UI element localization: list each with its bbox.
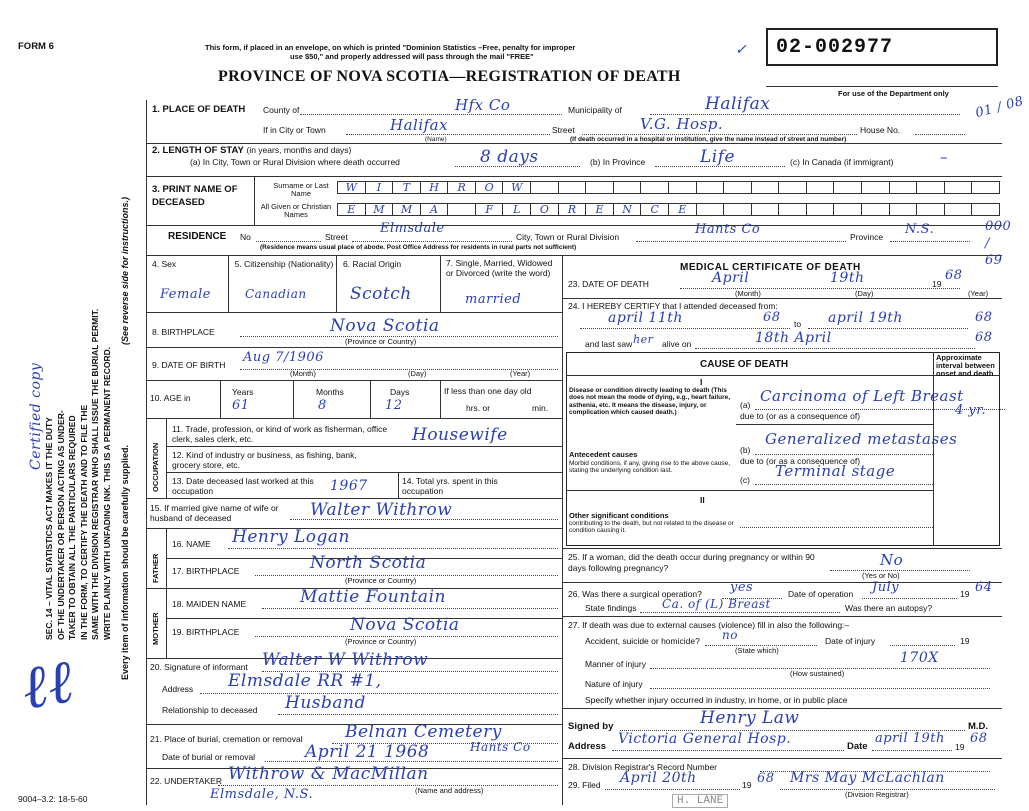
attended-from-date: april 11th: [608, 310, 683, 326]
occupation-side-label: OCCUPATION: [151, 442, 160, 492]
alive-on-label: alive on: [662, 339, 692, 349]
q29-label: 29. Filed: [568, 780, 601, 790]
accident-value: no: [722, 628, 738, 642]
lane-stamp: H. LANE: [672, 794, 728, 808]
attended-to-date: april 19th: [828, 310, 903, 326]
stay-a-value: 8 days: [480, 147, 539, 167]
hrs-label: hrs. or: [466, 403, 491, 413]
q26-label: 26. Was there a surgical operation?: [568, 589, 702, 599]
sex-label: 4. Sex: [152, 259, 177, 269]
death-day: 19th: [830, 270, 865, 286]
dob-label: 9. DATE OF BIRTH: [152, 360, 226, 370]
page-title: PROVINCE OF NOVA SCOTIA—REGISTRATION OF DEATH: [218, 68, 681, 85]
racial-origin-label: 6. Racial Origin: [343, 259, 402, 269]
q28-label: 28. Division Registrar's Record Number: [568, 762, 718, 772]
signer-address: Victoria General Hosp.: [618, 731, 792, 747]
sex-value: Female: [160, 287, 211, 302]
stay-c-value: –: [940, 148, 948, 166]
burial-date-label: Date of burial or removal: [162, 752, 256, 762]
due-to-b: due to (or as a consequence of): [740, 456, 861, 466]
check-mark-icon: ✓: [735, 42, 748, 58]
name-caption: (Name): [425, 136, 447, 143]
surname-cells: W I T H R O W: [337, 181, 1000, 194]
operation-date: July: [872, 580, 900, 595]
signed-by-value: Henry Law: [700, 708, 800, 728]
dob-day-caption: (Day): [408, 369, 427, 378]
q13-label: 13. Date deceased last worked at this occupation: [172, 476, 314, 496]
age-years-label: Years: [232, 387, 254, 397]
cause-b-value: Generalized metastases: [765, 430, 958, 448]
stay-c-label: (c) In Canada (if immigrant): [790, 157, 894, 167]
other-conditions-label: Other significant conditions: [569, 511, 669, 520]
undertaker-address: Elmsdale, N.S.: [210, 787, 314, 802]
stay-a-label: (a) In City, Town or Rural Division where death occurred: [190, 157, 400, 167]
residence-street-value: Elmsdale: [380, 221, 445, 236]
given-names-label: All Given or Christian Names: [260, 202, 332, 219]
roman-two: II: [700, 495, 705, 505]
attended-to-year: 68: [975, 310, 993, 325]
q27-label: 27. If death was due to external causes (violence) fill in also the following:–: [568, 620, 850, 630]
residence-province-value: N.S.: [905, 222, 935, 237]
q14-label: 14. Total yrs. spent in this occupation: [402, 476, 498, 496]
age-years-value: 61: [232, 398, 250, 413]
relationship-value: Husband: [285, 693, 366, 713]
signed-date: april 19th: [875, 731, 945, 746]
last-saw-sex: her: [633, 333, 654, 346]
residence-street-label: Street: [325, 232, 348, 242]
death-month: April: [712, 270, 750, 286]
see-reverse-notice: (See reverse side for instructions.): [120, 196, 130, 345]
q21-label: 21. Place of burial, cremation or removal: [150, 734, 303, 744]
registration-number: 02-002977: [776, 36, 894, 59]
province-country-caption: (Province or Country): [345, 337, 417, 346]
q25-label: 25. If a woman, did the death occur during pregnancy or within 90 days following pregnancy?: [568, 552, 815, 573]
stay-b-value: Life: [700, 147, 736, 167]
age-months-label: Months: [316, 387, 344, 397]
death-year-caption: (Year): [968, 289, 989, 298]
cause-a-value: Carcinoma of Left Breast: [760, 387, 964, 405]
manner-note: 170X: [900, 650, 939, 666]
yes-no-caption: (Yes or No): [862, 571, 900, 580]
citizenship-value: Canadian: [245, 287, 307, 301]
cause-a-label: (a): [740, 400, 751, 410]
birthplace-value: Nova Scotia: [330, 316, 440, 336]
manner-label: Manner of injury: [585, 659, 646, 669]
form-number: FORM 6: [18, 41, 54, 52]
less-than-day-label: If less than one day old: [444, 386, 532, 396]
injury-date-label: Date of injury: [825, 636, 876, 646]
filed-year-prefix: 19: [742, 780, 752, 790]
residence-no-label: No: [240, 232, 251, 242]
registrar-signature: Mrs May McLachlan: [790, 770, 945, 786]
length-of-stay-label: 2. LENGTH OF STAY (in years, months and days): [152, 145, 352, 156]
findings-label: State findings: [585, 603, 637, 613]
q17-label: 17. BIRTHPLACE: [172, 566, 240, 576]
father-side-label: FATHER: [151, 553, 160, 583]
attended-to-label: to: [794, 319, 802, 329]
dob-month-caption: (Month): [290, 369, 316, 378]
nature-label: Nature of injury: [585, 679, 643, 689]
signer-address-label: Address: [568, 741, 607, 752]
residence-label: RESIDENCE: [168, 231, 227, 242]
q13-value: 1967: [330, 478, 368, 494]
death-year-prefix: 19: [932, 279, 942, 289]
q16-label: 16. NAME: [172, 539, 211, 549]
state-which-caption: (State which): [735, 646, 779, 655]
filed-date: April 20th: [620, 770, 697, 786]
margin-initials: ℓℓ: [16, 646, 79, 724]
cause-c-value: Terminal stage: [775, 462, 896, 480]
municipality-label: Municipality of: [568, 105, 622, 115]
last-saw-label: and last saw: [585, 339, 633, 349]
death-year: 68: [945, 268, 963, 283]
residence-city-label: City, Town or Rural Division: [516, 232, 620, 242]
q23-label: 23. DATE OF DEATH: [568, 279, 649, 289]
cause-of-death-title: CAUSE OF DEATH: [700, 359, 789, 370]
signed-year: 68: [970, 731, 988, 746]
cause-b-label: (b): [740, 445, 751, 455]
min-label: min.: [532, 403, 549, 413]
birthplace-label: 8. BIRTHPLACE: [152, 327, 215, 337]
last-saw-year: 68: [975, 330, 993, 345]
marital-status-label: 7. Single, Married, Widowed or Divorced (write the word): [446, 258, 553, 278]
municipality-value: Halifax: [705, 94, 771, 114]
how-sustained-caption: (How sustained): [790, 669, 845, 678]
q11-value: Housewife: [412, 425, 508, 445]
burial-place: Belnan Cemetery: [345, 722, 502, 742]
print-name-label: 3. PRINT NAME OF DECEASED: [152, 184, 238, 208]
sec14-notice: SEC. 14 – VITAL STATISTICS ACT MAKES IT THE DUTY OF THE UNDERTAKER OR PERSON ACTING AS UNDER- TAKER TO OBTAIN ALL THE PARTICULARS REQUIRED IN THE FORM, TO CERTIFY THE DEATH AND TO FILE THE SAME WITH THE DIVISION REGISTRAR WHO SHALL ISSUE THE BURIAL PERMIT. WRITE PLAINLY WITH UNFADING INK. THIS IS A PERMANENT RECORD.: [44, 308, 112, 640]
informant-address-label: Address: [162, 684, 194, 694]
antecedent-sub: Morbid conditions, if any, giving rise to the above cause, stating the underlying condition last.: [569, 460, 731, 475]
accident-label: Accident, suicide or homicide?: [585, 636, 700, 646]
q12-label: 12. Kind of industry or business, as fishing, bank, grocery store, etc.: [172, 450, 357, 470]
q19-value: Nova Scotia: [350, 615, 460, 635]
county-label: County of: [263, 105, 300, 115]
burial-date: April 21 1968: [305, 742, 430, 762]
age-months-value: 8: [318, 398, 327, 413]
undertaker-name: Withrow & MacMillan: [228, 764, 429, 784]
citizenship-label: 5. Citizenship (Nationality): [234, 259, 334, 269]
q15-value: Walter Withrow: [310, 500, 453, 520]
findings-value: Ca. of (L) Breast: [662, 597, 771, 611]
death-day-caption: (Day): [855, 289, 874, 298]
q25-value: No: [880, 551, 904, 569]
residence-province-label: Province: [850, 232, 884, 242]
dob-value: Aug 7/1906: [243, 350, 324, 365]
residence-note: (Residence means usual place of abode. Post Office Address for residents in rural parts not sufficient): [260, 244, 577, 251]
given-names-cells: E M M A F L O R E N C E: [337, 203, 1000, 216]
attended-from-year: 68: [763, 310, 781, 325]
q16-value: Henry Logan: [232, 527, 350, 547]
hospital-note: (If death occurred in a hospital or institution, give the name instead of street and number): [570, 136, 847, 143]
division-registrar-caption: (Division Registrar): [845, 790, 909, 799]
mail-notice-line2: use $50," and properly addressed will pass through the mail "FREE": [290, 52, 534, 61]
city-value: Halifax: [390, 116, 449, 134]
death-month-caption: (Month): [735, 289, 761, 298]
q26-value: yes: [730, 580, 754, 595]
stay-b-label: (b) In Province: [590, 157, 646, 167]
filed-year: 68: [757, 771, 775, 786]
injury-year-prefix: 19: [960, 636, 970, 646]
operation-year: 64: [975, 580, 993, 595]
other-conditions-sub: contributing to the death, but not related to the disease or condition causing it.: [569, 520, 734, 535]
signed-by-label: Signed by: [568, 721, 614, 732]
mail-notice-line1: This form, if placed in an envelope, on which is printed "Dominion Statistics –Free, penalty for improper: [205, 43, 576, 52]
residence-city-value: Hants Co: [695, 222, 761, 237]
undertaker-caption: (Name and address): [415, 786, 484, 795]
county-value: Hfx Co: [455, 96, 511, 114]
q22-label: 22. UNDERTAKER: [150, 776, 222, 786]
signed-year-prefix: 19: [955, 742, 965, 752]
last-saw-date: 18th April: [755, 330, 832, 346]
margin-note: Certified copy: [28, 362, 44, 470]
dept-use-label: For use of the Department only: [838, 89, 949, 98]
specify-label: Specify whether injury occurred in industry, in home, or in public place: [585, 695, 848, 705]
street-value: V.G. Hosp.: [640, 115, 724, 133]
city-label: If in City or Town: [263, 125, 326, 135]
disease-condition-label: Disease or condition directly leading to death (This does not mean the mode of dying, e.g., heart failure, asthenia, etc. It means the disease, injury, or complication which caused death.): [569, 387, 731, 416]
cause-c-label: (c): [740, 475, 750, 485]
q17-caption: (Province or Country): [345, 576, 417, 585]
operation-year-prefix: 19: [960, 589, 970, 599]
q18-value: Mattie Fountain: [300, 587, 446, 607]
racial-origin-value: Scotch: [350, 284, 412, 304]
house-no-label: House No.: [860, 125, 901, 135]
informant-signature: Walter W Withrow: [262, 650, 429, 670]
place-of-death-label: 1. PLACE OF DEATH: [152, 104, 246, 115]
md-label: M.D.: [968, 721, 989, 732]
q17-value: North Scotia: [310, 553, 427, 573]
q11-label: 11. Trade, profession, or kind of work as fisherman, office clerk, sales clerk, etc.: [172, 424, 388, 444]
q19-caption: (Province or Country): [345, 637, 417, 646]
residence-codes: 000 / 69: [985, 219, 1012, 268]
roman-one: I: [700, 377, 703, 387]
informant-address: Elmsdale RR #1,: [228, 671, 382, 691]
age-days-label: Days: [390, 387, 410, 397]
q15-label: 15. If married give name of wife or husband of deceased: [150, 503, 279, 523]
q19-label: 19. BIRTHPLACE: [172, 627, 240, 637]
q20-label: 20. Signature of informant: [150, 662, 248, 672]
relationship-label: Relationship to deceased: [162, 705, 258, 715]
due-to-a: due to (or as a consequence of): [740, 411, 861, 421]
street-label: Street: [552, 125, 575, 135]
age-label: 10. AGE in: [150, 393, 191, 403]
mother-side-label: MOTHER: [151, 612, 160, 645]
surname-label: Surname or Last Name: [273, 181, 329, 198]
dept-codes: 01 / 08: [973, 93, 1026, 122]
registration-number-box: [766, 28, 998, 66]
marital-status-value: married: [465, 292, 522, 307]
burial-place-county: Hants Co: [470, 740, 531, 754]
signed-date-label: Date: [847, 741, 868, 752]
dob-year-caption: (Year): [510, 369, 531, 378]
age-days-value: 12: [385, 398, 403, 413]
q24-label: 24. I HEREBY CERTIFY that I attended deceased from:: [568, 301, 778, 311]
footer-code: 9004–3.2: 18-5-60: [18, 794, 88, 804]
medical-certificate-title: MEDICAL CERTIFICATE OF DEATH: [680, 262, 861, 273]
every-item-notice: Every item of information should be carefully supplied.: [120, 444, 130, 680]
operation-date-label: Date of operation: [788, 589, 854, 599]
interval-header: Approximate interval between onset and death: [936, 353, 995, 378]
q18-label: 18. MAIDEN NAME: [172, 599, 247, 609]
interval-a-value: 4 yr.: [955, 403, 987, 418]
autopsy-label: Was there an autopsy?: [845, 603, 933, 613]
antecedent-label: Antecedent causes: [569, 450, 638, 459]
